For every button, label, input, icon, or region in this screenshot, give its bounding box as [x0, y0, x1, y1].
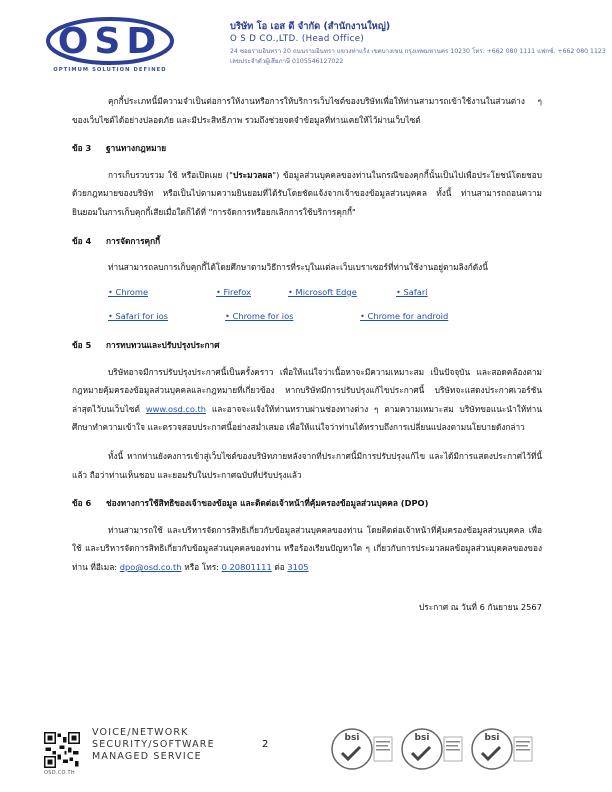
document-body [72, 92, 542, 617]
link-firefox[interactable]: • Firefox [216, 286, 251, 297]
text-run: ") ข้อมูลส่วนบุคคลของท่านในกรณีของคุกกี้นั้นเป็นไปเพื่อประโยชน์โดยชอบด้วยกฎหมายของบริษัท หรือเป็นไปตามความยินยอมที่ได้รับโดยชัดแจ้งจากเจ้าของข้อมูลส่วนบุคคล ทั้งนี้ ท่านสามารถถอนความยินยอมในการเก็บคุกกี้เสียเมื่อใดก็ได้ที่ "การจัดการหรือยกเลิกการใช้บริการคุกกี้" [72, 169, 542, 217]
section-5-paragraph-2: ทั้งนี้ หากท่านยังคงการเข้าสู่เว็บไซต์ของบริษัทภายหลังจากที่ประกาศนี้มีการปรับปรุงแก้ไข และได้มีการแสดงประกาศไว้ที่นี้แล้ว ถือว่าท่านเห็นชอบ และยอมรับในประกาศฉบับที่ปรับปรุงแล้ว [72, 450, 542, 480]
section-number: ข้อ 6 [72, 498, 92, 509]
section-title: ช่องทางการใช้สิทธิของเจ้าของข้อมูล และติดต่อเจ้าหน้าที่คุ้มครองข้อมูลส่วนบุคคล (DPO) [106, 498, 429, 509]
section-3-paragraph [72, 166, 542, 222]
section-6-heading [72, 494, 542, 513]
svg-text:OSD: OSD [57, 21, 163, 62]
intro-paragraph: คุกกี้ประเภทนี้มีความจำเป็นต่อการให้งานหรือการให้บริการเว็บไซต์ของบริษัทเพื่อให้ท่านสามารถเข้าใช้งานในส่วนต่าง ๆ ของเว็บไซต์ได้อย่างปลอดภัย และมีประสิทธิภาพ รวมถึงช่วยจดจำข้อมูลที่ท่านเคยให้ไว้ผ่านเว็บไซต์ [72, 96, 542, 125]
company-info [230, 20, 606, 66]
bold-term: ประมวลผล [232, 169, 273, 180]
service-item: MANAGED SERVICE [92, 751, 202, 762]
bsi-iso-27001-badge [400, 725, 466, 775]
company-address: 24 ซอยรามอินทรา 20 ถนนรามอินทรา แขวงท่าแร้ง เขตบางเขน กรุงเทพมหานคร 10230 โทร. +662 080 1111 แฟกซ์. +662 080 1123 [230, 48, 606, 55]
browser-links-row-1 [72, 283, 542, 302]
link-safari[interactable]: • Safari [396, 286, 428, 297]
section-5-heading [72, 336, 542, 355]
section-3-heading [72, 139, 542, 158]
text-run: และอาจจะแจ้งให้ท่านทราบผ่านช่องทางต่าง ๆ ตามความเหมาะสม บริษัทขอแนะนำให้ท่านศึกษาทำความเข้าใจ และตรวจสอบประกาศนี้อย่างสม่ำเสมอ เพื่อให้แน่ใจว่าท่านได้ทราบถึงการเปลี่ยนแปลงตามนโยบายดังกล่าว [72, 403, 542, 433]
section-5-paragraph-1 [72, 363, 542, 437]
link-chrome-ios[interactable]: • Chrome for ios [225, 311, 294, 322]
services-list [92, 727, 215, 763]
bsi-iso-27701-badge [470, 725, 536, 775]
qr-code[interactable] [44, 732, 80, 768]
service-item: VOICE/NETWORK [92, 727, 189, 738]
section-number: ข้อ 5 [72, 339, 92, 350]
logo-tagline: OPTIMUM SOLUTION DEFINED [53, 67, 167, 73]
text-run: หรือ โทร: [184, 561, 219, 572]
company-name-en: O S D CO.,LTD. (Head Office) [230, 34, 365, 44]
section-number: ข้อ 4 [72, 235, 92, 246]
section-title: การจัดการคุกกี้ [106, 235, 161, 246]
page-number: 2 [262, 739, 269, 750]
section-title: ฐานทางกฎหมาย [106, 143, 167, 154]
phone-link[interactable]: 0 20801111 [221, 561, 272, 572]
browser-links-row-2 [72, 307, 542, 326]
link-microsoft-edge[interactable]: • Microsoft Edge [288, 286, 357, 297]
section-title: การทบทวนและปรับปรุงประกาศ [106, 339, 220, 350]
link-chrome-android[interactable]: • Chrome for android [360, 311, 449, 322]
link-chrome[interactable]: • Chrome [108, 286, 149, 297]
svg-text:bsi: bsi [414, 733, 430, 743]
text-run: บริษัทอาจมีการปรับปรุงประกาศนี้เป็นครั้งคราว เพื่อให้แน่ใจว่าเนื้อหาจะมีความเหมาะสม เป็นปัจจุบัน และสอดคล้องตามกฎหมายคุ้มครองข้อมูลส่วนบุคคลและกฎหมายที่เกี่ยวข้อง หากบริษัทมีการปรับปรุงแก้ไขประกาศนี้ บริษัทจะแสดงประกาศเวอร์ชันล่าสุดไว้บนเว็บไซต์ [72, 366, 542, 414]
svg-text:bsi: bsi [344, 733, 360, 743]
qr-label: OSD.CO.TH [44, 770, 75, 776]
section-4-heading [72, 232, 542, 251]
website-link[interactable]: www.osd.co.th [145, 403, 206, 414]
text-run: ท่านสามารถใช้ และบริหารจัดการสิทธิเกี่ยวกับข้อมูลส่วนบุคคลของท่าน โดยติดต่อเจ้าหน้าที่คุ้มครองข้อมูลส่วนบุคคล เพื่อใช้ และบริหารจัดการสิทธิเกี่ยวกับข้อมูลส่วนบุคคลของท่าน หรือร้องเรียนปัญหาใด ๆ เกี่ยวกับการประมวลผลข้อมูลส่วนบุคคลของของท่าน ที่อีเมล: [72, 524, 542, 572]
section-4-paragraph: ท่านสามารถลบการเก็บคุกกี้ได้โดยศึกษาตามวิธีการที่ระบุในแต่ละเว็บเบราเซอร์ที่ท่านใช้งานอยู่ตามลิงก์ดังนี้ [108, 262, 488, 273]
section-number: ข้อ 3 [72, 143, 92, 154]
svg-text:bsi: bsi [484, 733, 500, 743]
extension-link[interactable]: 3105 [287, 561, 309, 572]
bsi-iso-14001-badge [330, 725, 396, 775]
company-tax-id: เลขประจำตัวผู้เสียภาษี 0105546127022 [230, 58, 344, 65]
dpo-email-link[interactable]: dpo@osd.co.th [119, 561, 182, 572]
announcement-date: ประกาศ ณ วันที่ 6 กันยายน 2567 [419, 602, 542, 613]
section-6-paragraph [72, 521, 542, 577]
service-item: SECURITY/SOFTWARE [92, 739, 215, 750]
text-run: ต่อ [274, 561, 285, 572]
text-run: การเก็บรวบรวม ใช้ หรือเปิดเผย (" [108, 169, 233, 180]
link-safari-ios[interactable]: • Safari for ios [108, 311, 168, 322]
company-name-th: บริษัท โอ เอส ดี จำกัด (สำนักงานใหญ่) [230, 21, 391, 32]
